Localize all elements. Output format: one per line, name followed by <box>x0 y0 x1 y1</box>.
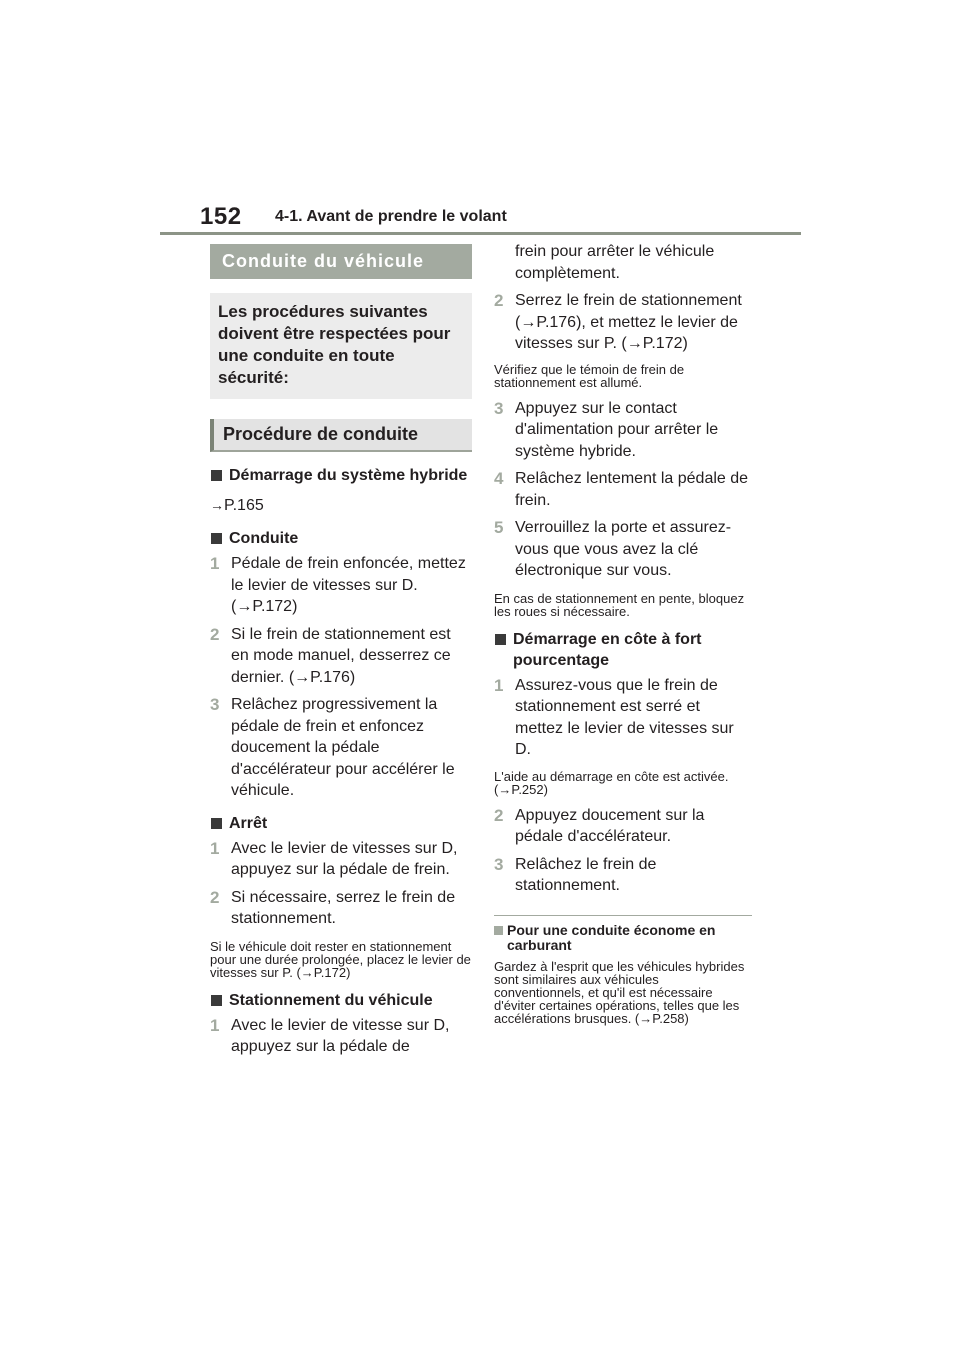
tip-text: Gardez à l'esprit que les véhicules hybrides sont similaires aux véhicules conventionnels, et qu'il est nécessaire d'éviter certaines opérations, telles que les accélérations brusques. (→P.258) <box>494 958 745 1026</box>
step-number: 3 <box>494 398 504 418</box>
step-item <box>494 805 752 848</box>
running-header: 4-1. Avant de prendre le volant <box>275 208 507 225</box>
step-item <box>494 468 752 511</box>
subheading-start-text: Démarrage du système hybride <box>229 467 468 484</box>
step-item <box>494 675 752 761</box>
square-bullet-icon <box>211 533 222 544</box>
header-rule <box>160 232 801 235</box>
step-number: 3 <box>494 854 504 874</box>
step-text: Pédale de frein enfoncée, mettez le levier de vitesses sur D. (→P.172) <box>231 555 466 615</box>
tip-divider <box>494 915 752 916</box>
tip-heading <box>494 923 752 953</box>
note-text: L'aide au démarrage en côte est activée. (→P.252) <box>494 768 729 797</box>
step-text: Relâchez le frein de stationnement. <box>515 855 657 894</box>
step-text: Avec le levier de vitesse sur D, appuyez sur la pédale de <box>231 1016 450 1055</box>
step-number: 4 <box>494 469 504 488</box>
step-text: Si le frein de stationnement est en mode manuel, desserrez ce dernier. (→P.176) <box>231 625 451 686</box>
right-column <box>494 241 752 1025</box>
step-text: Appuyez sur le contact d'alimentation pour arrêter le système hybride. <box>515 399 719 460</box>
step-text: Assurez-vous que le frein de stationnement est serré et mettez le levier de vitesses sur D. <box>515 676 734 758</box>
step-item <box>494 854 752 897</box>
subheading-stop <box>210 813 472 834</box>
step-item <box>494 517 752 582</box>
step-item <box>210 694 472 802</box>
subheading-parking-text: Stationnement du véhicule <box>229 991 433 1009</box>
left-column <box>210 244 472 1058</box>
page-reference <box>210 494 472 517</box>
section-heading: Procédure de conduite <box>210 419 472 452</box>
square-bullet-icon <box>211 818 222 829</box>
page-number: 152 <box>200 203 242 230</box>
subheading-slope-text: Démarrage en côte à fort pourcentage <box>513 630 702 669</box>
step-item <box>210 553 472 618</box>
step-item <box>210 624 472 689</box>
chapter-banner: Conduite du véhicule <box>210 244 472 279</box>
square-bullet-icon <box>211 470 222 481</box>
step-text: Avec le levier de vitesses sur D, appuyez sur la pédale de frein. <box>231 839 458 878</box>
step-number: 1 <box>210 838 220 858</box>
note-text: Vérifiez que le témoin de frein de stationnement est allumé. <box>494 361 685 390</box>
step-item <box>494 398 752 463</box>
step-item <box>210 1015 472 1058</box>
tip-heading-text: Pour une conduite économe en carburant <box>507 921 716 953</box>
step-text: Appuyez doucement sur la pédale d'accélérateur. <box>515 806 705 845</box>
step-number: 1 <box>494 675 504 695</box>
step-text: Relâchez progressivement la pédale de frein et enfoncez doucement la pédale d'accélérateur pour accélérer le véhicule. <box>231 696 455 799</box>
subheading-driving-text: Conduite <box>229 530 299 547</box>
step-continuation <box>494 241 752 284</box>
step-text: Si nécessaire, serrez le frein de stationnement. <box>231 888 456 927</box>
note-text: En cas de stationnement en pente, bloquez les roues si nécessaire. <box>494 590 745 619</box>
square-bullet-icon <box>494 926 503 935</box>
step-number: 2 <box>494 291 504 310</box>
subheading-parking <box>210 990 472 1011</box>
page-reference-text: P.165 <box>224 497 264 514</box>
right-arrow-icon: → <box>210 497 224 513</box>
note-text: Si le véhicule doit rester en stationnement pour une durée prolongée, placez le levier de vitesses sur P. (→P.172) <box>210 938 471 980</box>
subheading-stop-text: Arrêt <box>229 814 268 832</box>
step-number: 1 <box>210 1015 220 1035</box>
step-number: 3 <box>210 695 220 714</box>
subheading-driving <box>210 528 472 549</box>
square-bullet-icon <box>495 634 506 645</box>
step-item <box>494 290 752 355</box>
step-text: Relâchez lentement la pédale de frein. <box>515 470 749 509</box>
step-text: Verrouillez la porte et assurez-vous que vous avez la clé électronique sur vous. <box>515 519 732 579</box>
subheading-slope <box>494 629 752 671</box>
square-bullet-icon <box>211 995 222 1006</box>
subheading-start <box>210 465 472 486</box>
intro-box: Les procédures suivantes doivent être respectées pour une conduite en toute sécurité: <box>210 293 472 399</box>
step-number: 2 <box>210 624 220 644</box>
step-number: 1 <box>210 554 220 573</box>
step-number: 2 <box>210 887 220 907</box>
step-text: frein pour arrêter le véhicule complètement. <box>515 243 715 282</box>
step-number: 5 <box>494 518 504 537</box>
step-item <box>210 887 472 930</box>
step-text: Serrez le frein de stationnement (→P.176), et mettez le levier de vitesses sur P. (→P.172) <box>515 292 742 352</box>
step-number: 2 <box>494 805 504 825</box>
step-item <box>210 838 472 881</box>
